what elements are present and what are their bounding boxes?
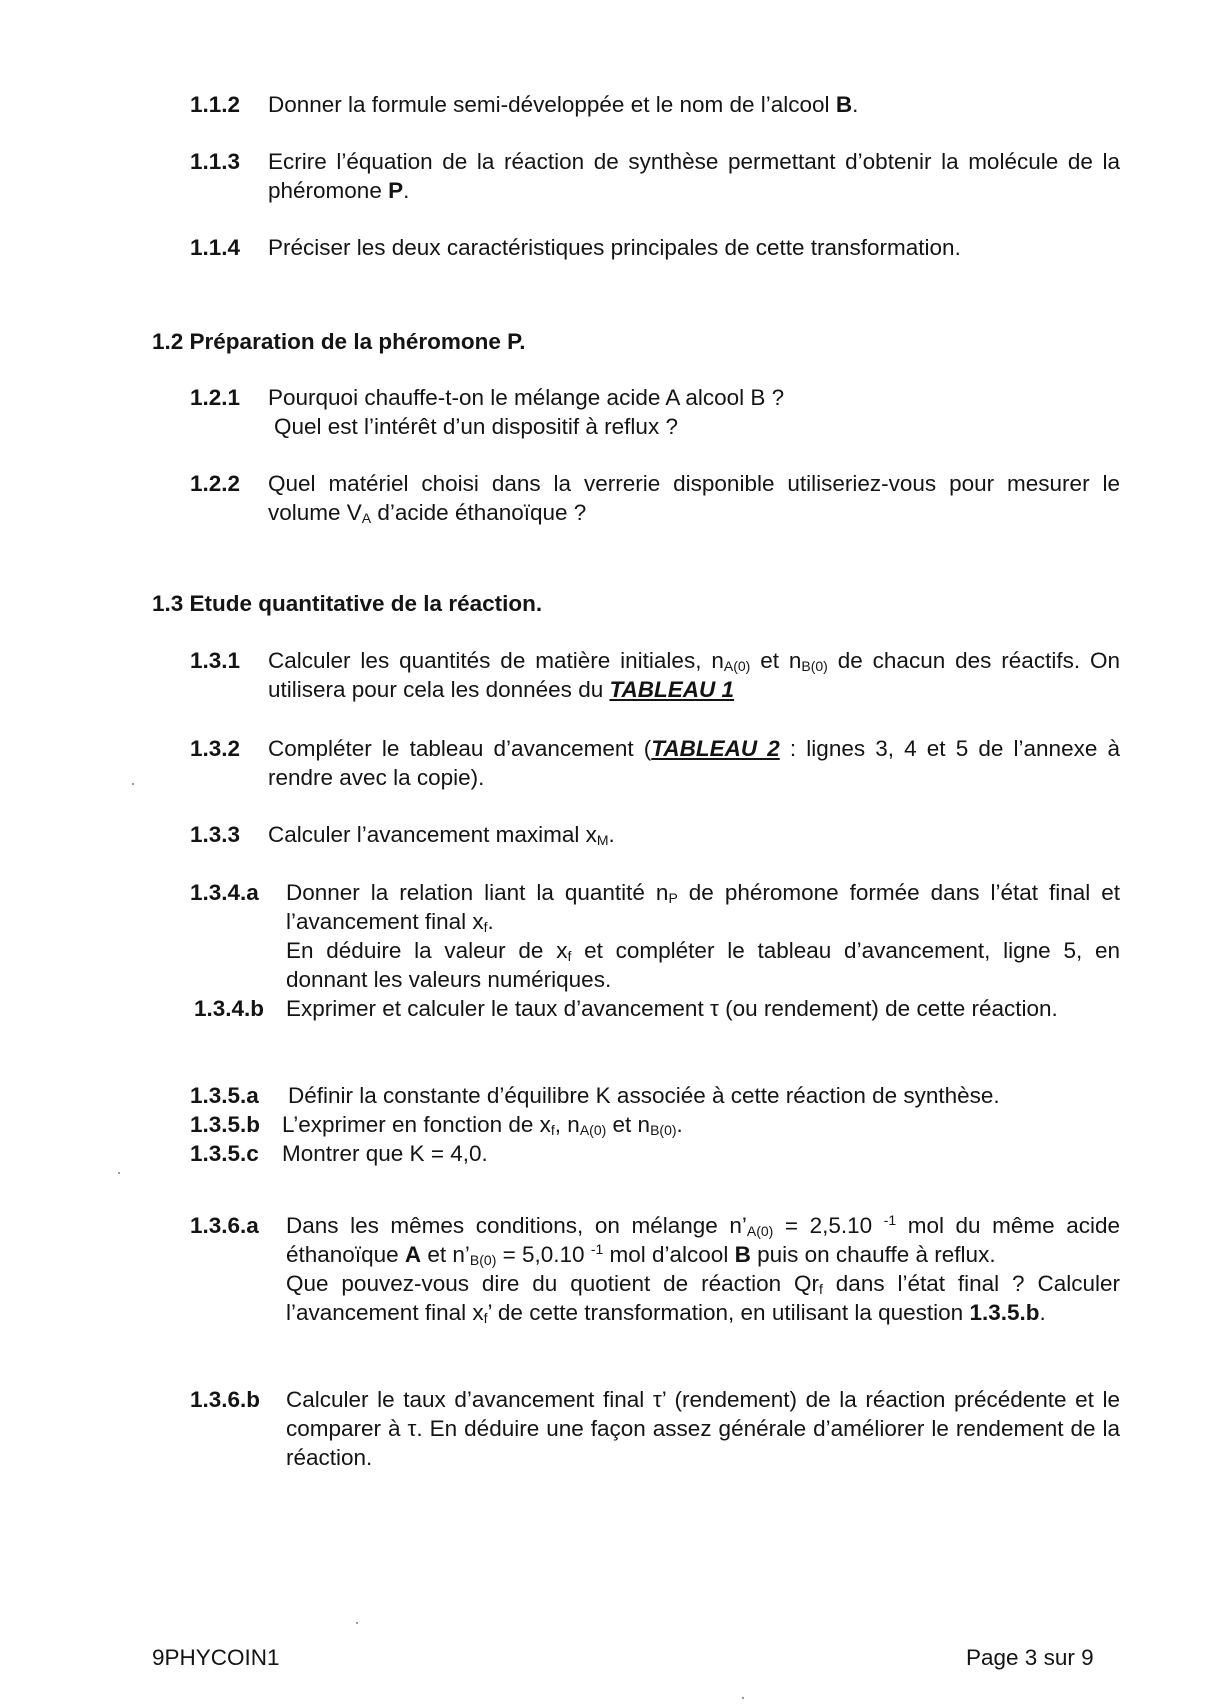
- scan-speck: [356, 1622, 358, 1624]
- scan-speck: [742, 1697, 744, 1699]
- question-number: 1.3.6.a: [190, 1213, 259, 1238]
- question-1-3-4-a: 1.3.4.a Donner la relation liant la quantité $n_P$ de phéromone formée dans l’état final et l’avancement final $x_f$. En déduire la valeur de $x_f$ et compléter le tableau d’avancement, ligne 5, en donnant les valeurs numériques.: [190, 880, 1121, 992]
- question-number: 1.3.4.b: [194, 996, 265, 1021]
- question-1-1-3: 1.1.3 Ecrire l’équation de la réaction de synthèse permettant d’obtenir la molécule de la phéromone P.: [190, 149, 1120, 203]
- footer-document-code: 9PHYCOIN1: [152, 1645, 280, 1670]
- question-number: 1.3.5.a: [190, 1083, 259, 1108]
- question-1-3-5-c: 1.3.5.c Montrer que K = 4,0.: [190, 1141, 488, 1166]
- question-1-3-6-b: 1.3.6.b Calculer le taux d’avancement final τ’ (rendement) de la réaction précédente et le comparer à τ. En déduire une façon assez générale d’améliorer le rendement de la réaction.: [190, 1387, 1120, 1470]
- section-heading-1-2: 1.2 Préparation de la phéromone P.: [152, 329, 526, 354]
- question-number: 1.3.5.c: [190, 1141, 259, 1166]
- question-1-2-2: 1.2.2 Quel matériel choisi dans la verrerie disponible utiliseriez-vous pour mesurer le volume $V_A$ d’acide éthanoïque ?: [190, 471, 1120, 526]
- question-1-3-3: 1.3.3 Calculer l’avancement maximal $x_M$.: [190, 822, 615, 848]
- section-heading-1-3: 1.3 Etude quantitative de la réaction.: [152, 591, 543, 616]
- question-number: 1.1.4: [190, 235, 241, 260]
- question-1-1-4: 1.1.4 Préciser les deux caractéristiques principales de cette transformation.: [190, 235, 961, 260]
- question-1-3-5-a: 1.3.5.a Définir la constante d’équilibre K associée à cette réaction de synthèse.: [190, 1083, 1000, 1108]
- question-number: 1.2.2: [190, 471, 241, 496]
- question-1-3-2: 1.3.2 Compléter le tableau d’avancement (TABLEAU 2 : lignes 3, 4 et 5 de l’annexe à rendre avec la copie).: [190, 736, 1121, 790]
- tableau-1-reference: TABLEAU 1: [609, 677, 735, 702]
- question-number: 1.3.2: [190, 736, 241, 761]
- tableau-2-reference: TABLEAU 2: [651, 736, 780, 761]
- question-1-3-6-a: 1.3.6.a Dans les mêmes conditions, on mélange $n’_{A(0)} = 2,5.10$ $^{-1}$ mol du même acide éthanoïque A et $n’_{B(0)} = 5,0.10$ $^{-1}$ mol d’alcool B puis on chauffe à reflux. Que pouvez-vous dire du quotient de réaction $Qr_f$ dans l’état final ? Calculer l’avancement final $x_f$’ de cette transformation, en utilisant la question 1.3.5.b.: [190, 1212, 1120, 1326]
- scan-speck: [132, 783, 134, 785]
- question-number: 1.1.3: [190, 149, 241, 174]
- question-1-2-1: 1.2.1 Pourquoi chauffe-t-on le mélange acide A alcool B ? Quel est l’intérêt d’un dispositif à reflux ?: [190, 385, 785, 439]
- question-1-3-1: 1.3.1 Calculer les quantités de matière initiales, $n_{A(0)}$ et $n_{B(0)}$ de chacun des réactifs. On utilisera pour cela les données du TABLEAU 1: [190, 648, 1120, 702]
- question-number: 1.1.2: [190, 92, 241, 117]
- footer-page-number: Page 3 sur 9: [966, 1645, 1094, 1670]
- question-number: 1.3.5.b: [190, 1112, 261, 1137]
- question-number: 1.3.6.b: [190, 1387, 261, 1412]
- question-number: 1.2.1: [190, 385, 241, 410]
- question-number: 1.3.4.a: [190, 880, 259, 905]
- question-number: 1.3.3: [190, 822, 241, 847]
- question-1-1-2: 1.1.2 Donner la formule semi-développée et le nom de l’alcool B.: [190, 92, 859, 117]
- question-1-3-5-b: 1.3.5.b L’exprimer en fonction de $x_f$, $n_{A(0)}$ et $n_{B(0)}$.: [190, 1112, 683, 1138]
- question-number: 1.3.1: [190, 648, 241, 673]
- scan-speck: [118, 1172, 120, 1174]
- question-1-3-4-b: 1.3.4.b Exprimer et calculer le taux d’avancement τ (ou rendement) de cette réaction.: [194, 996, 1058, 1021]
